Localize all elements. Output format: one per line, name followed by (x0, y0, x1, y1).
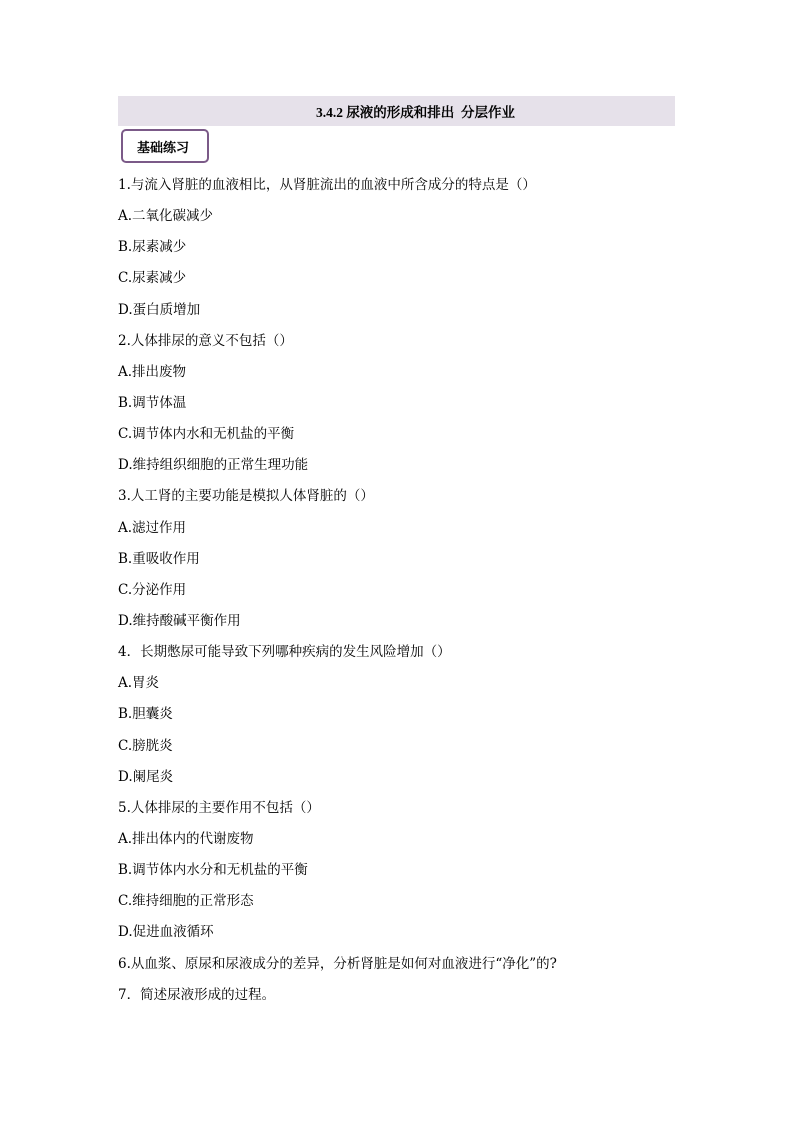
question-3-option-d: D.维持酸碱平衡作用 (118, 612, 241, 629)
section-label-box (121, 129, 209, 163)
question-3-option-a: A.滤过作用 (118, 519, 187, 536)
question-2-stem: 2.人体排尿的意义不包括（） (118, 332, 293, 349)
question-5-option-a: A.排出体内的代谢废物 (118, 830, 254, 847)
question-2-option-d: D.维持组织细胞的正常生理功能 (118, 457, 309, 474)
question-list (118, 170, 678, 1011)
question-2-option-a: A.排出废物 (118, 363, 187, 380)
question-1-option-a: A.二氧化碳减少 (118, 208, 214, 225)
question-5-stem: 5.人体排尿的主要作用不包括（） (118, 799, 320, 816)
question-6-stem: 6.从血浆、原尿和尿液成分的差异，分析肾脏是如何对血液进行“净化”的? (118, 955, 557, 972)
question-3-option-b: B.重吸收作用 (118, 550, 200, 567)
question-2-option-b: B.调节体温 (118, 394, 187, 411)
question-4-option-d: D.阑尾炎 (118, 768, 174, 785)
question-1-option-d: D.蛋白质增加 (118, 301, 201, 318)
question-1-option-b: B.尿素减少 (118, 239, 187, 256)
question-4-option-b: B.胆囊炎 (118, 706, 173, 723)
section-label: 基础练习 (136, 140, 189, 156)
question-4-option-a: A.胃炎 (118, 675, 160, 692)
page-title: 3.4.2 尿液的形成和排出 分层作业 (315, 105, 516, 120)
question-5-option-b: B.调节体内水分和无机盐的平衡 (118, 862, 308, 879)
title-bar (118, 96, 675, 126)
question-3-stem: 3.人工肾的主要功能是模拟人体肾脏的（） (118, 488, 374, 505)
question-4-stem: 4．长期憋尿可能导致下列哪种疾病的发生风险增加（） (118, 644, 451, 661)
question-7-stem: 7．简述尿液形成的过程。 (118, 986, 276, 1003)
question-1-option-c: C.尿素减少 (118, 270, 187, 287)
question-2-option-c: C.调节体内水和无机盐的平衡 (118, 426, 295, 443)
question-1-stem: 1.与流入肾脏的血液相比，从肾脏流出的血液中所含成分的特点是（） (118, 177, 536, 193)
question-5-option-c: C.维持细胞的正常形态 (118, 893, 254, 910)
question-4-option-c: C.膀胱炎 (118, 737, 173, 754)
question-3-option-c: C.分泌作用 (118, 581, 187, 598)
question-5-option-d: D.促进血液循环 (118, 924, 214, 941)
